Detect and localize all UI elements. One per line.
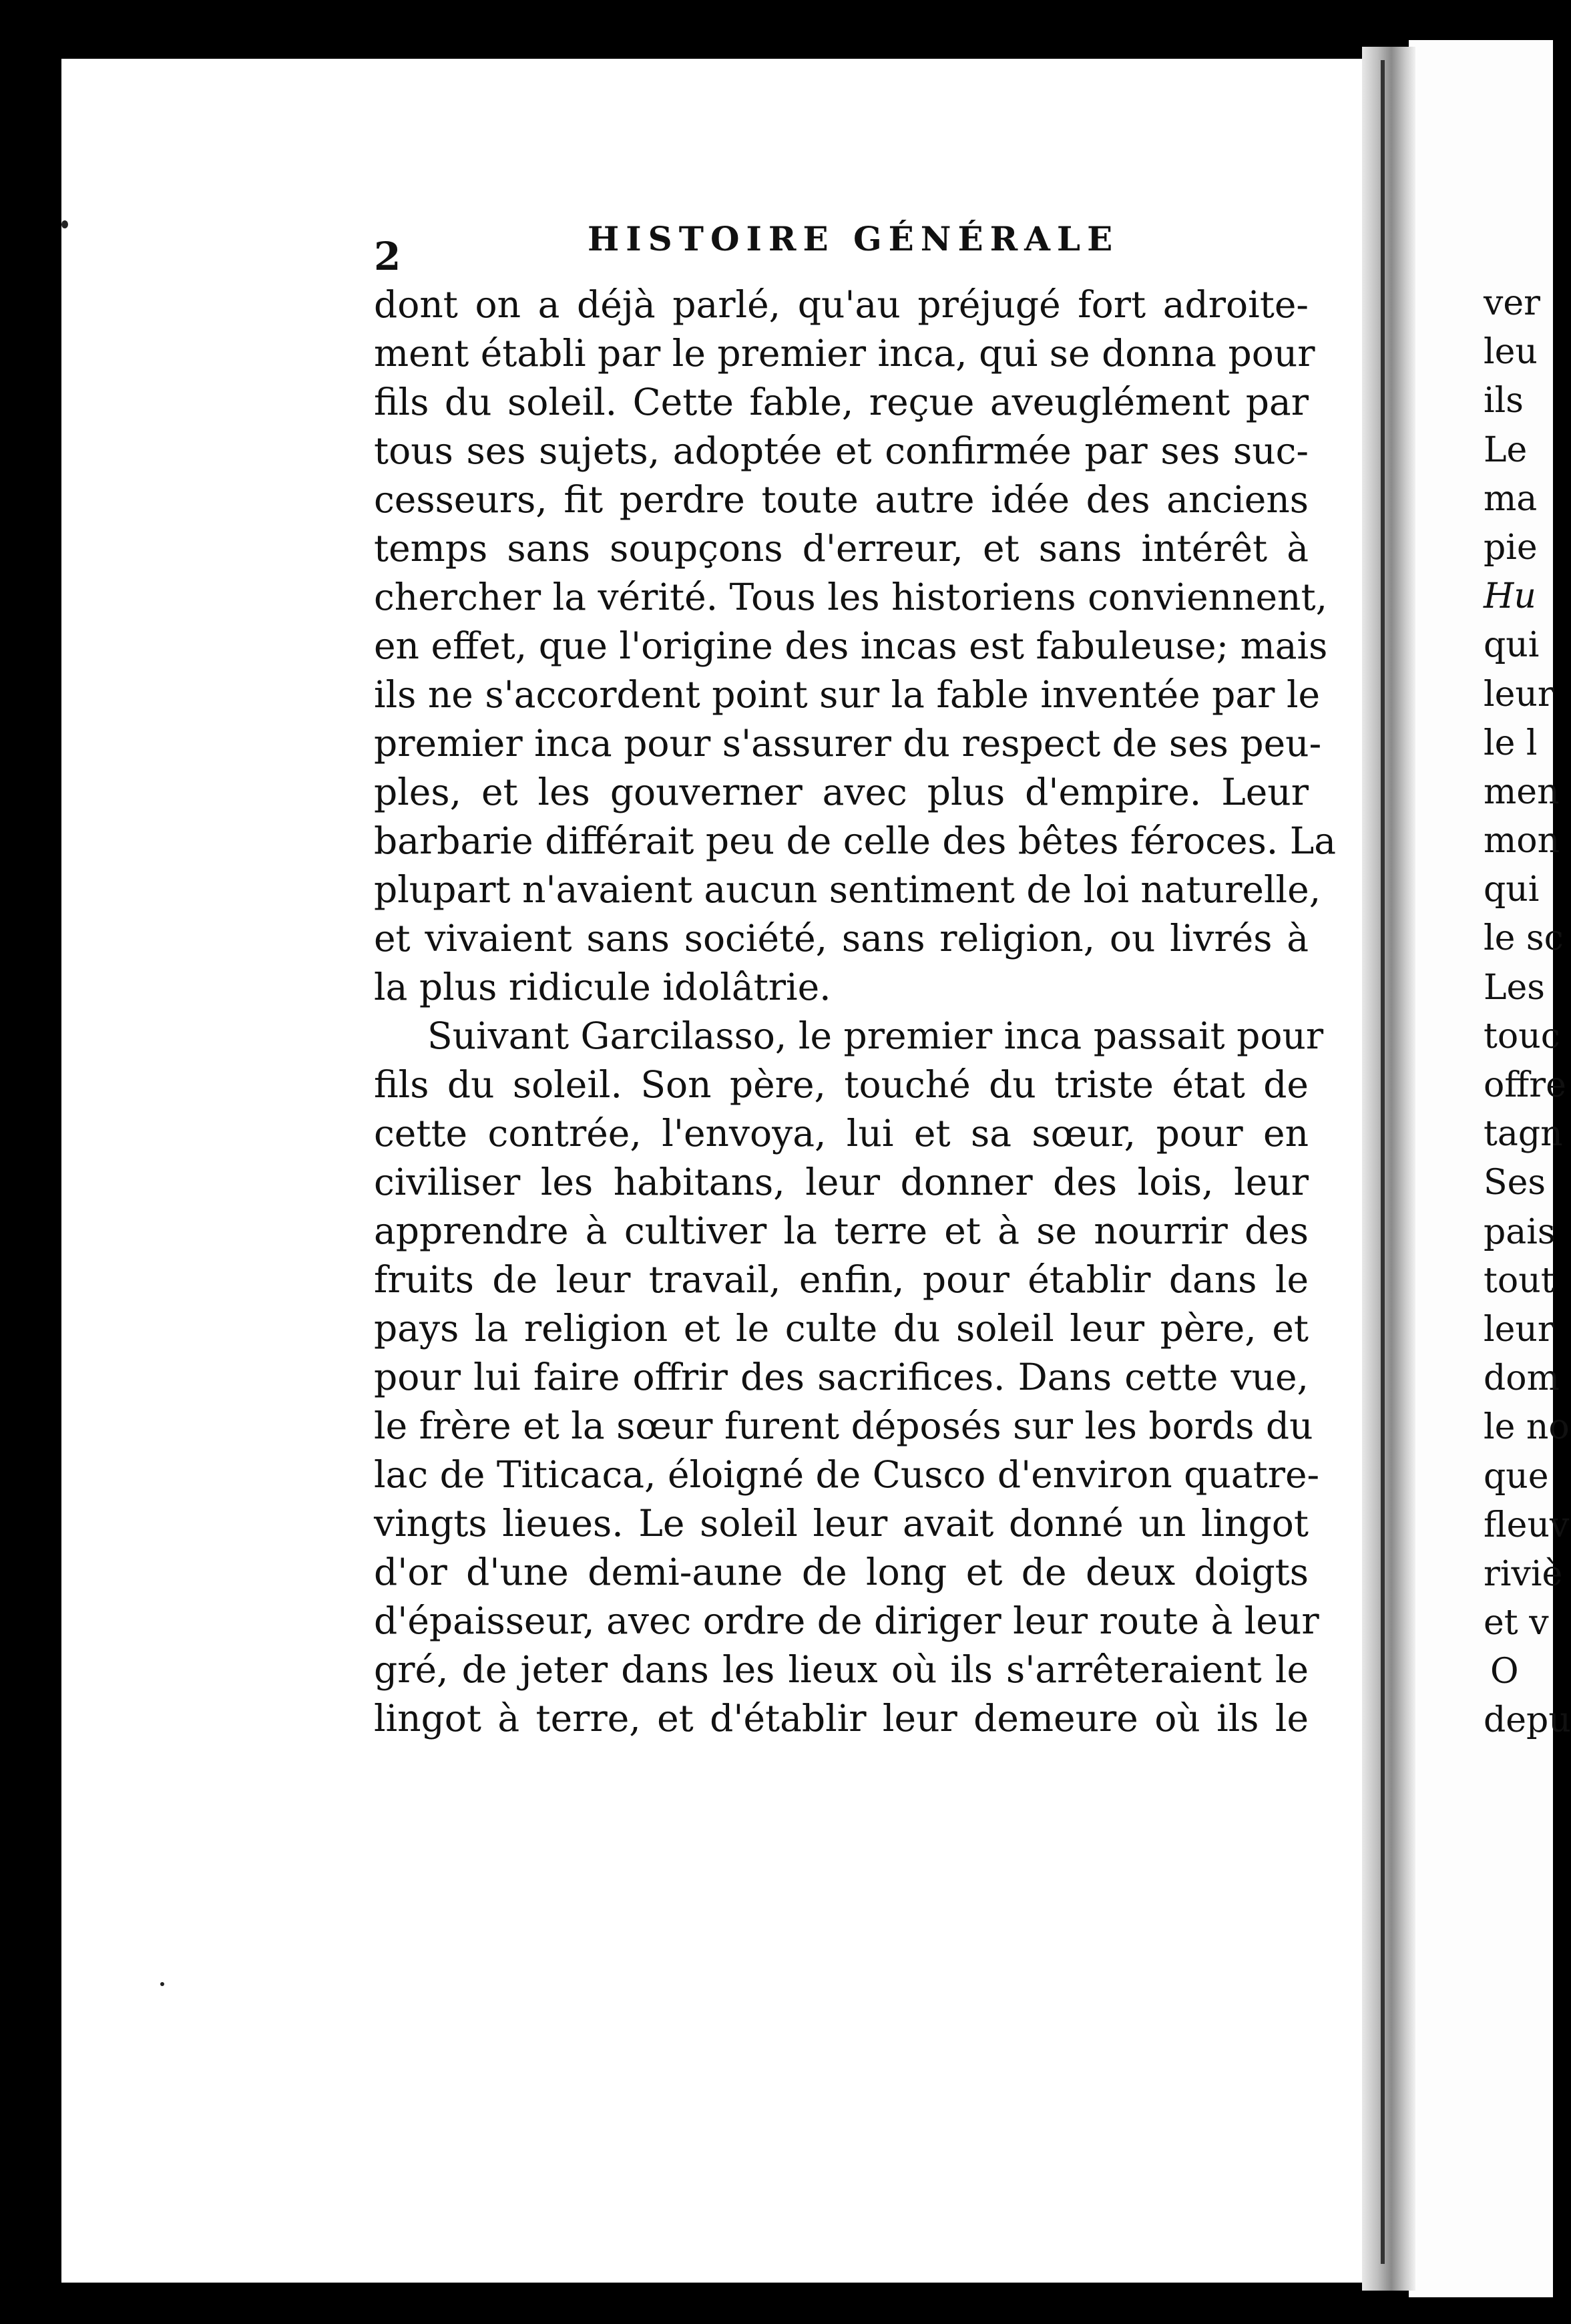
paragraph-2 (374, 1012, 1324, 1743)
facing-line: fleuv (1484, 1505, 1570, 1545)
text-line: pays la religion et le culte du soleil leur père, et (374, 1307, 1309, 1350)
text-line: tous ses sujets, adoptée et confirmée par ses suc- (374, 429, 1309, 472)
facing-line: Les (1484, 967, 1545, 1008)
facing-line: depu (1484, 1700, 1571, 1741)
text-line: pour lui faire offrir des sacrifices. Dans cette vue, (374, 1356, 1309, 1398)
scan-border-top (0, 0, 1553, 59)
facing-line: dom (1484, 1358, 1560, 1399)
text-line: lingot à terre, et d'établir leur demeure où ils le (374, 1697, 1309, 1740)
facing-line: le no (1484, 1407, 1570, 1448)
facing-line: men (1484, 771, 1560, 812)
text-line: la plus ridicule idolâtrie. (374, 966, 831, 1008)
facing-line: pie (1484, 527, 1538, 568)
text-line: le frère et la sœur furent déposés sur les bords du (374, 1404, 1313, 1447)
facing-line: Le (1484, 429, 1528, 470)
text-line: chercher la vérité. Tous les historiens conviennent, (374, 576, 1328, 618)
text-line: temps sans soupçons d'erreur, et sans intérêt à (374, 527, 1309, 570)
facing-line: Ses (1484, 1163, 1546, 1203)
facing-line: tagn (1484, 1114, 1563, 1155)
facing-line: et v (1484, 1603, 1549, 1643)
facing-line: mon (1484, 821, 1560, 861)
text-line: dont on a déjà parlé, qu'au préjugé fort adroite- (374, 283, 1309, 326)
facing-line: riviè (1484, 1553, 1563, 1594)
scan-border-left (0, 0, 61, 2324)
text-line: apprendre à cultiver la terre et à se nourrir des (374, 1209, 1309, 1252)
text-line: d'or d'une demi-aune de long et de deux doigts (374, 1551, 1309, 1593)
main-text-block (374, 280, 1337, 1743)
facing-line: le sc (1484, 918, 1564, 959)
facing-line: pais (1484, 1211, 1556, 1252)
text-line: fils du soleil. Son père, touché du triste état de (374, 1063, 1309, 1106)
text-line: fruits de leur travail, enfin, pour établir dans le (374, 1258, 1309, 1301)
facing-line: ma (1484, 478, 1538, 519)
facing-line: ver (1484, 283, 1541, 323)
page-number: 2 (374, 234, 401, 279)
facing-line: qui (1484, 625, 1540, 666)
text-line: vingts lieues. Le soleil leur avait donné un lingot (374, 1502, 1309, 1545)
facing-line: le l (1484, 723, 1538, 763)
text-line: ils ne s'accordent point sur la fable inventée par le (374, 673, 1321, 716)
facing-line: ils (1484, 381, 1524, 421)
text-line: civiliser les habitans, leur donner des lois, leur (374, 1161, 1309, 1203)
text-line: ment établi par le premier inca, qui se donna pour (374, 332, 1315, 375)
text-line: en effet, que l'origine des incas est fabuleuse; mais (374, 624, 1328, 667)
facing-line: qui (1484, 869, 1540, 910)
facing-line: leu (1484, 332, 1538, 373)
text-line: cette contrée, l'envoya, lui et sa sœur, pour en (374, 1112, 1309, 1155)
running-head: HISTOIRE GÉNÉRALE (588, 219, 1120, 258)
text-line: Suivant Garcilasso, le premier inca passait pour (427, 1014, 1324, 1057)
facing-line: que (1484, 1456, 1549, 1497)
facing-line: touc (1484, 1016, 1560, 1056)
text-line: ples, et les gouverner avec plus d'empire. Leur (374, 771, 1309, 813)
facing-line: tout (1484, 1260, 1555, 1301)
facing-line: Hu (1484, 576, 1536, 617)
text-line: et vivaient sans société, sans religion, ou livrés à (374, 917, 1309, 960)
scan-speck (160, 1982, 164, 1986)
paragraph-1 (374, 280, 1337, 1012)
text-line: d'épaisseur, avec ordre de diriger leur route à leur (374, 1599, 1319, 1642)
text-line: fils du soleil. Cette fable, reçue aveuglément par (374, 381, 1309, 423)
scan-speck (61, 220, 68, 228)
scan-border-bottom (0, 2283, 1553, 2324)
facing-line: offre (1484, 1065, 1566, 1105)
text-line: plupart n'avaient aucun sentiment de loi naturelle, (374, 868, 1321, 911)
text-line: lac de Titicaca, éloigné de Cusco d'environ quatre- (374, 1453, 1320, 1496)
facing-line: leur (1484, 1309, 1554, 1350)
text-line: barbarie différait peu de celle des bêtes féroces. La (374, 819, 1337, 862)
book-gutter (1362, 47, 1415, 2291)
gutter-shadow-line (1381, 60, 1385, 2264)
facing-line: leur (1484, 674, 1554, 715)
facing-page-text (1484, 279, 1571, 1746)
text-line: premier inca pour s'assurer du respect de ses peu- (374, 722, 1322, 765)
facing-line: O (1490, 1652, 1519, 1692)
text-line: cesseurs, fit perdre toute autre idée des anciens (374, 478, 1309, 521)
text-line: gré, de jeter dans les lieux où ils s'arrêteraient le (374, 1648, 1309, 1691)
